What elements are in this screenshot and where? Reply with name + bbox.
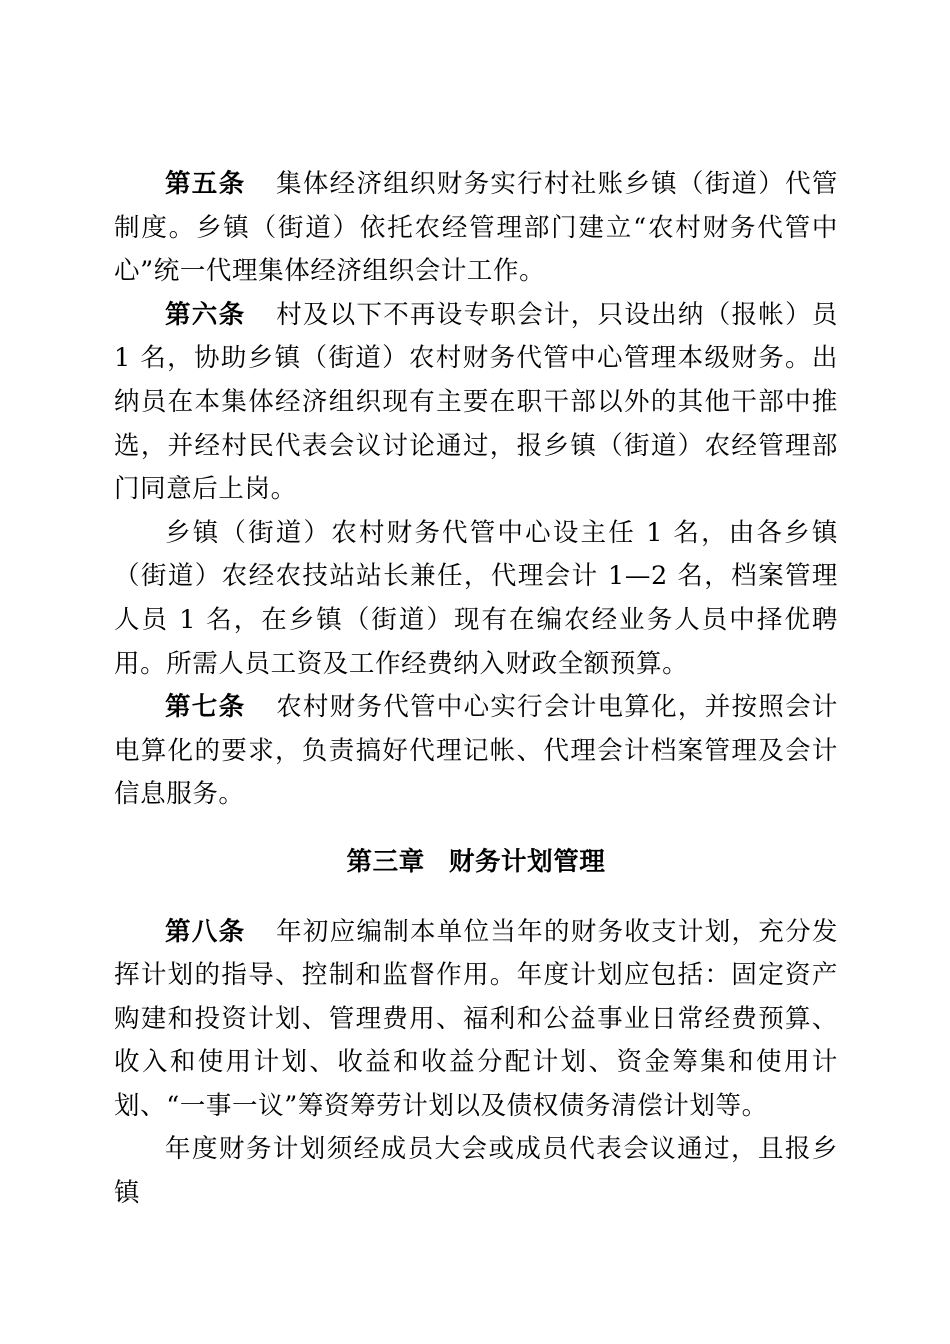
- article-text: 年度财务计划须经成员大会或成员代表会议通过，且报乡镇: [114, 1134, 838, 1209]
- article-label: 第六条: [165, 299, 246, 330]
- chapter-number: 第三章: [346, 846, 425, 877]
- article-label: 第五条: [165, 169, 246, 199]
- article-7: [114, 686, 838, 817]
- document-body: [114, 163, 838, 1216]
- article-text: 农村财务代管中心实行会计电算化，并按照会计电算化的要求，负责搞好代理记帐、代理会计档案管理及会计信息服务。: [114, 692, 838, 810]
- chapter-heading: [114, 841, 838, 885]
- article-8: [114, 911, 838, 1129]
- article-6: [114, 294, 838, 512]
- article-text: 村及以下不再设专职会计，只设出纳（报帐）员 1 名，协助乡镇（街道）农村财务代管中心管理本级财务。出纳员在本集体经济组织现有主要在职干部以外的其他干部中推选，并经村民代表会议讨论通过，报乡镇（街道）农经管理部门同意后上岗。: [114, 299, 838, 505]
- article-label: 第七条: [165, 692, 246, 723]
- article-5: [114, 163, 838, 294]
- article-text: 集体经济组织财务实行村社账乡镇（街道）代管制度。乡镇（街道）依托农经管理部门建立“农村财务代管中心”统一代理集体经济组织会计工作。: [114, 169, 838, 287]
- article-text: 年初应编制本单位当年的财务收支计划，充分发挥计划的指导、控制和监督作用。年度计划应包括：固定资产购建和投资计划、管理费用、福利和公益事业日常经费预算、收入和使用计划、收益和收益分配计划、资金筹集和使用计划、“一事一议”筹资筹劳计划以及债权债务清偿计划等。: [114, 916, 838, 1121]
- chapter-title: 财务计划管理: [448, 846, 606, 877]
- article-8-paragraph-2: [114, 1128, 838, 1215]
- article-6-paragraph-2: [114, 512, 838, 686]
- article-label: 第八条: [165, 916, 246, 947]
- article-text: 乡镇（街道）农村财务代管中心设主任 1 名，由各乡镇（街道）农经农技站站长兼任，代理会计 1—2 名，档案管理人员 1 名，在乡镇（街道）现有在编农经业务人员中择优聘用。所需人员工资及工作经费纳入财政全额预算。: [114, 517, 838, 679]
